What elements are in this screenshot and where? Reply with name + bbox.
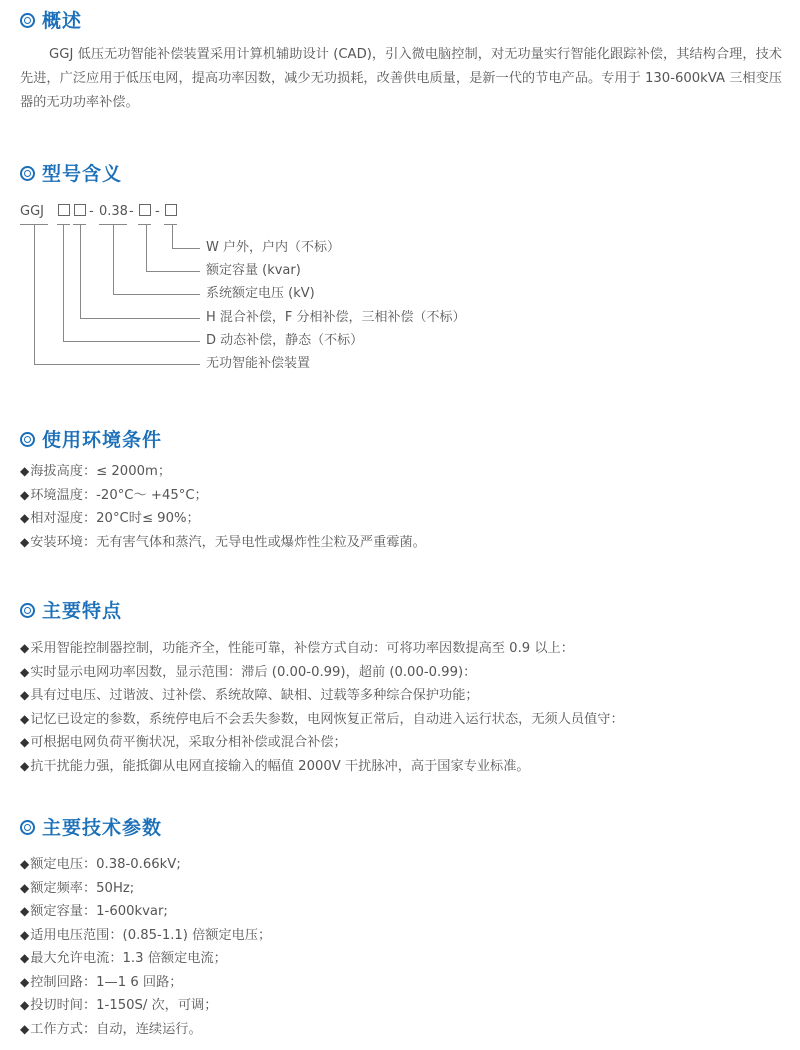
connector	[34, 364, 200, 365]
circle-icon	[20, 603, 35, 618]
section-heading-environment	[20, 427, 162, 453]
heading-text: 概述	[42, 10, 83, 32]
diamond-bullet-icon: ◆	[20, 487, 30, 502]
list-item: ◆采用智能控制器控制，功能齐全，性能可靠，补偿方式自动：可将功率因数提高至 0.9 以上：	[20, 641, 574, 656]
diamond-bullet-icon: ◆	[20, 904, 30, 918]
list-item: ◆环境温度：-20°C～ +45°C；	[20, 487, 208, 503]
overview-paragraph: GGJ 低压无功智能补偿装置采用计算机辅助设计 (CAD)，引入微电脑控制，对无功量实行智能化跟踪补偿，其结构合理，技术先进，广泛应用于低压电网，提高功率因数，减少无功损耗，改善供电质量，是新一代的节电产品。专用于 130-600kVA 三相变压器的无功功率补偿。	[20, 47, 782, 110]
diamond-bullet-icon: ◆	[20, 735, 30, 749]
underline	[164, 224, 177, 225]
code-box-4	[165, 203, 177, 221]
diamond-bullet-icon: ◆	[20, 534, 30, 549]
diamond-bullet-icon: ◆	[20, 511, 30, 525]
code-dash: -	[89, 204, 94, 219]
code-box-1	[58, 203, 70, 221]
circle-icon	[20, 13, 35, 28]
connector	[63, 224, 64, 341]
circle-icon	[20, 166, 35, 181]
diamond-bullet-icon: ◆	[20, 641, 30, 655]
legend-item: W 户外，户内（不标）	[206, 240, 340, 255]
list-item: ◆适用电压范围：(0.85-1.1) 倍额定电压；	[20, 927, 272, 943]
features-list	[20, 637, 624, 778]
code-voltage: 0.38	[99, 204, 128, 219]
connector	[34, 224, 35, 364]
diamond-bullet-icon: ◆	[20, 1021, 30, 1036]
code-dash: -	[155, 204, 160, 219]
code-box-2	[74, 203, 86, 221]
list-item: ◆抗干扰能力强，能抵御从电网直接输入的幅值 2000V 干扰脉冲，高于国家专业标准。	[20, 758, 530, 774]
code-box-3	[139, 203, 151, 221]
list-item: ◆实时显示电网功率因数，显示范围：滞后 (0.00-0.99)，超前 (0.00-0.99)：	[20, 664, 477, 680]
connector	[63, 341, 200, 342]
legend-item: 额定容量 (kvar)	[206, 263, 301, 278]
underline	[138, 224, 151, 225]
circle-icon	[20, 432, 35, 447]
list-item: ◆可根据电网负荷平衡状况，采取分相补偿或混合补偿；	[20, 735, 347, 750]
connector	[146, 271, 200, 272]
code-ggj: GGJ	[20, 204, 44, 219]
list-item: ◆安装环境：无有害气体和蒸汽，无导电性或爆炸性尘粒及严重霉菌。	[20, 534, 426, 550]
diamond-bullet-icon: ◆	[20, 688, 30, 702]
diamond-bullet-icon: ◆	[20, 464, 30, 478]
diamond-bullet-icon: ◆	[20, 880, 30, 895]
code-dash: -	[129, 204, 134, 219]
list-item: ◆控制回路：1—1 6 回路；	[20, 974, 183, 990]
heading-text: 主要特点	[42, 600, 123, 622]
diamond-bullet-icon: ◆	[20, 974, 30, 989]
list-item: ◆记忆已设定的参数，系统停电后不会丢失参数，电网恢复正常后，自动进入运行状态，无须人员值守：	[20, 711, 624, 727]
list-item: ◆投切时间：1-150S/ 次，可调；	[20, 998, 218, 1013]
section-heading-features	[20, 598, 122, 624]
heading-text: 型号含义	[42, 163, 123, 185]
connector	[113, 294, 200, 295]
connector	[113, 224, 114, 294]
diamond-bullet-icon: ◆	[20, 951, 30, 965]
circle-icon	[20, 820, 35, 835]
list-item: ◆额定容量：1-600kvar;	[20, 904, 168, 919]
legend-item: 无功智能补偿装置	[206, 356, 311, 371]
diamond-bullet-icon: ◆	[20, 758, 30, 773]
diamond-bullet-icon: ◆	[20, 711, 30, 726]
diamond-bullet-icon: ◆	[20, 664, 30, 679]
legend-item: 系统额定电压 (kV)	[206, 286, 315, 301]
legend-item: D 动态补偿，静态（不标）	[206, 333, 364, 348]
connector	[172, 224, 173, 248]
list-item: ◆最大允许电流：1.3 倍额定电流；	[20, 951, 227, 966]
specs-list	[20, 853, 271, 1041]
list-item: ◆额定电压：0.38-0.66kV;	[20, 857, 181, 872]
connector	[80, 318, 200, 319]
legend-item: H 混合补偿，F 分相补偿，三相补偿（不标）	[206, 310, 466, 325]
section-heading-model	[20, 161, 122, 187]
list-item: ◆工作方式：自动，连续运行。	[20, 1021, 202, 1037]
environment-list	[20, 460, 426, 554]
list-item: ◆额定频率：50Hz;	[20, 880, 135, 896]
connector	[80, 224, 81, 318]
heading-text: 主要技术参数	[42, 817, 163, 839]
diamond-bullet-icon: ◆	[20, 927, 30, 942]
list-item: ◆具有过电压、过谐波、过补偿、系统故障、缺相、过载等多种综合保护功能；	[20, 688, 479, 703]
list-item: ◆相对湿度：20°C时≤ 90%；	[20, 511, 200, 526]
connector	[146, 224, 147, 271]
section-heading-overview	[20, 8, 82, 34]
diamond-bullet-icon: ◆	[20, 857, 30, 871]
heading-text: 使用环境条件	[42, 429, 163, 451]
section-heading-specs	[20, 815, 162, 841]
diamond-bullet-icon: ◆	[20, 998, 30, 1012]
connector	[172, 248, 200, 249]
list-item: ◆海拔高度：≤ 2000m；	[20, 464, 172, 479]
